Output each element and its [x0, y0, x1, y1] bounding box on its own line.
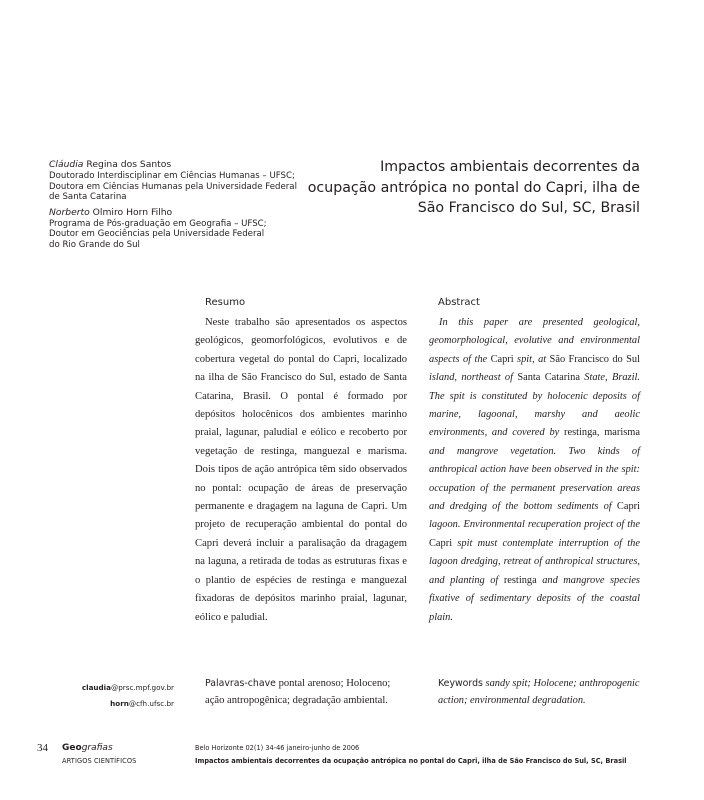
keywords-text: sandy spit; Holocene; anthropogenic action; environmental degradation. — [438, 678, 640, 706]
resumo-heading: Resumo — [205, 297, 246, 308]
keywords-en — [438, 675, 643, 709]
email-link[interactable]: claudia@prsc.mpf.gov.br — [81, 683, 174, 692]
keywords-label: Keywords — [438, 678, 483, 689]
author-emails — [82, 680, 174, 712]
title-line: São Francisco do Sul, SC, Brasil — [417, 200, 640, 216]
authors-block — [49, 159, 309, 251]
email-link[interactable]: horn@cfh.ufsc.br — [110, 699, 174, 708]
author-affiliation: de Santa Catarina — [49, 192, 127, 203]
title-line: Impactos ambientais decorrentes da — [380, 159, 640, 175]
article-title — [300, 157, 640, 219]
keywords-label: Palavras-chave — [205, 678, 276, 689]
title-line: ocupação antrópica no pontal do Capri, ilha de — [307, 179, 640, 196]
author-name: Norberto Olmiro Horn Filho — [49, 206, 173, 218]
author-affiliation: Doutorado Interdisciplinar em Ciências Humanas – UFSC; — [49, 171, 295, 181]
keywords-pt — [205, 675, 405, 709]
journal-name: Geografias — [62, 743, 113, 753]
issue-info: Belo Horizonte 02(1) 34-46 janeiro-junho de 2006 — [195, 744, 360, 752]
section-label: ARTIGOS CIENTÍFICOS — [62, 757, 137, 765]
abstract-text: In this paper are presented geological, geomorphological, evolutive and environmental aspects of the Capri spit, at São Francisco do Sul island, northeast of Santa Catarina State, Brazil. The spit is constituted by holocenic deposits of marine, lagoonal, marshy and aeolic environments, and covered by restinga, marisma and mangrove vegetation. Two kinds of anthropical action have been observed in the spit: occupation of the permanent preservation areas and dredging of the bottom sediments of Capri lagoon. Environmental recuperation project of the Capri spit must contemplate interruption of the lagoon dredging, retreat of anthropical structures, and planting of restinga and mangrove species fixative of sedimentary deposits of the coastal plain. — [429, 317, 640, 623]
running-title: Impactos ambientais decorrentes da ocupação antrópica no pontal do Capri, ilha de São Francisco do Sul, SC, Brasil — [195, 757, 627, 765]
author-name: Cláudia Regina dos Santos — [49, 159, 172, 170]
author-affiliation: do Rio Grande do Sul — [49, 239, 140, 250]
keywords-text: pontal arenoso; Holoceno; ação antropogênica; degradação ambiental. — [205, 678, 391, 706]
abstract-heading: Abstract — [438, 297, 480, 308]
author-affiliation: Doutor em Geociências pela Universidade Federal — [49, 229, 265, 240]
resumo-text: Neste trabalho são apresentados os aspectos geológicos, geomorfológicos, evolutivos e de cobertura vegetal do pontal do Capri, localizado na ilha de São Francisco do Sul, estado de Santa Catarina, Brasil. O pontal é formado por depósitos holocênicos dos ambientes marinho praial, lagunar, paludial e eólico e recoberto por vegetação de restinga, manguezal e marisma. Dois tipos de ação antrópica têm sido observados no pontal: ocupação de áreas de preservação permanente e dragagem na laguna de Capri. Um projeto de recuperação ambiental do pontal do Capri deverá incluir a paralisação da dragagem na laguna, a retirada de todas as estruturas fixas e o plantio de espécies de restinga e manguezal fixadoras de depósitos marinho praial, lagunar, eólico e paludial. — [195, 317, 407, 623]
author-2 — [49, 207, 309, 251]
author-1 — [49, 159, 309, 203]
page-number: 34 — [37, 742, 48, 754]
author-affiliation: Programa de Pós-graduação em Geografia – UFSC; — [49, 218, 267, 229]
author-affiliation: Doutora em Ciências Humanas pela Universidade Federal — [49, 181, 297, 192]
